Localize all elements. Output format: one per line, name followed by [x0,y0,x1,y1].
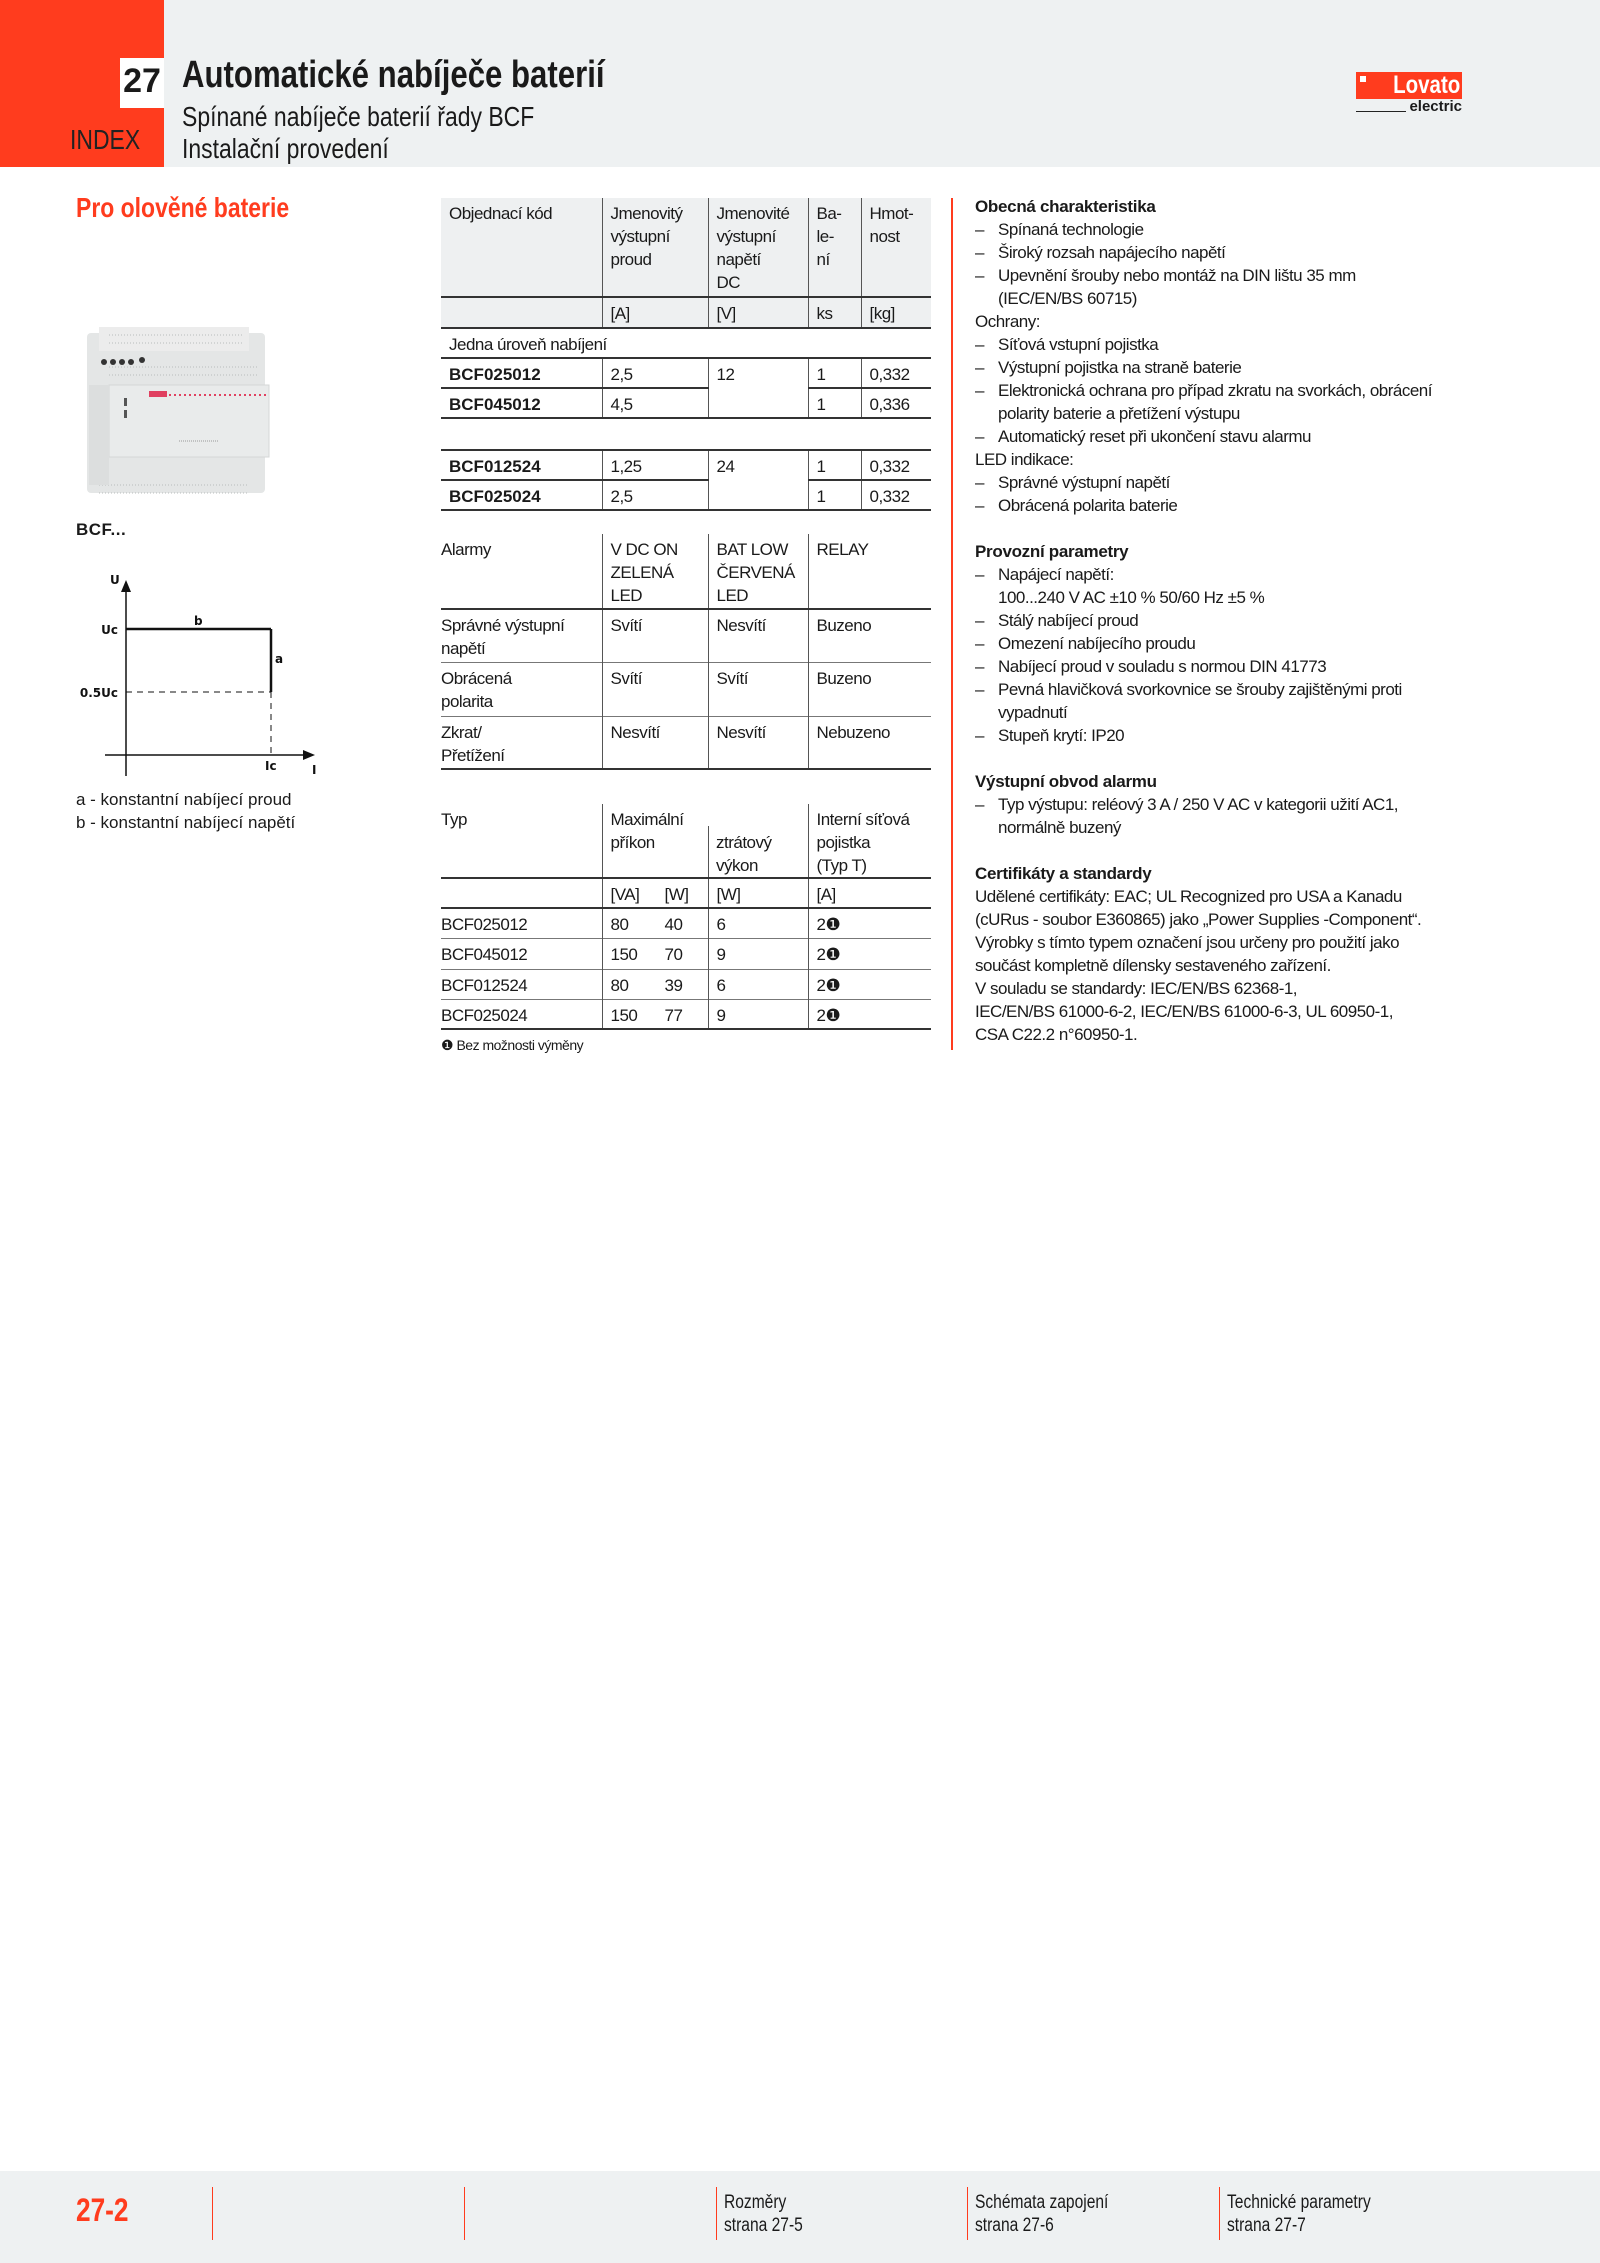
max-w: 77 [664,1005,683,1025]
red-led-state: Svítí [708,662,808,716]
type-table [441,804,931,1030]
spec-bullet: – Stupeň krytí: IP20 [975,724,1495,747]
max-va: 80 [610,915,629,934]
max-va: 150 [610,1005,638,1025]
col-header: Objednací kód [449,204,553,223]
link-label[interactable]: Technické parametry [1227,2192,1371,2213]
table-row [441,716,931,769]
link-page[interactable]: strana 27-5 [724,2215,803,2236]
spec-bullet: – Upevnění šrouby nebo montáž na DIN lištu 35 mm (IEC/EN/BS 60715) [975,264,1495,310]
pack: 1 [808,388,861,418]
table-row [441,938,931,969]
alarm-condition: Zkrat/ Přetížení [441,716,602,769]
ic-label: Ic [265,759,277,773]
footer-divider [464,2187,465,2240]
weight: 0,336 [861,388,931,418]
current: 4,5 [602,388,708,418]
table-row [441,480,931,510]
uc-label: Uc [101,623,118,637]
index-label[interactable]: INDEX [70,124,141,155]
current: 1,25 [602,450,708,480]
max-w: 40 [664,915,683,934]
pack: 1 [808,450,861,480]
weight: 0,332 [861,358,931,388]
table-row [441,908,931,938]
x-axis-label: I [312,763,317,777]
green-led-state: Svítí [602,609,708,662]
spec-text: Ochrany: [975,312,1040,331]
relay-state: Nebuzeno [808,716,931,769]
max-va: 80 [610,975,629,995]
unit: [A] [808,878,931,908]
logo-subtext: electric [1409,98,1462,115]
fuse-a: 2❶ [808,938,931,969]
pack: 1 [808,358,861,388]
alarm-condition: Obrácená polarita [441,662,602,716]
spec-bullet: – Výstupní pojistka na straně baterie [975,356,1495,379]
spec-heading: Provozní parametry [975,542,1129,561]
link-label[interactable]: Rozměry [724,2192,787,2213]
col-header: Ba- le- ní [808,198,861,297]
spec-bullet: – Obrácená polarita baterie [975,494,1495,517]
col-header: BAT LOW ČERVENÁ LED [708,534,808,609]
loss-w: 6 [708,969,808,999]
order-code: BCF025012 [441,358,602,388]
spec-heading: Certifikáty a standardy [975,864,1152,883]
table-units-row [441,878,931,908]
unit: [kg] [861,297,931,328]
footer-link-dimensions[interactable] [724,2191,820,2237]
fuse-a: 2❶ [808,908,931,938]
weight: 0,332 [861,450,931,480]
legend-b: b - konstantní nabíjecí napětí [76,813,296,832]
table-row [441,609,931,662]
spec-bullet: – Správné výstupní napětí [975,471,1495,494]
chapter-number: 27 [123,62,161,100]
fuse-a: 2❶ [808,999,931,1029]
logo-line [1356,111,1406,112]
footer-divider [212,2187,213,2240]
current: 2,5 [602,358,708,388]
group-row [441,328,931,358]
spec-bullet: – Typ výstupu: reléový 3 A / 250 V AC v kategorii užití AC1, normálně buzený [975,793,1495,839]
max-w: 70 [664,944,683,964]
link-page[interactable]: strana 27-6 [975,2215,1054,2236]
spec-bullet: – Spínaná technologie [975,218,1495,241]
section-title: Pro olověné baterie [76,192,290,223]
page-title: Automatické nabíječe baterií [182,54,605,96]
spec-heading: Výstupní obvod alarmu [975,772,1157,791]
table-header-row [441,804,931,878]
spec-bullet: – Elektronická ochrana pro případ zkratu na svorkách, obrácení polarity baterie a přetížení výstupu [975,379,1495,425]
max-va: 150 [610,944,638,964]
col-header: Maximální příkon [602,804,708,878]
order-code: BCF012524 [441,450,602,480]
col-header: Hmot- nost [861,198,931,297]
spec-bullet: – Automatický reset při ukončení stavu alarmu [975,425,1495,448]
page-number: 27-2 [76,2192,129,2228]
charging-diagram [0,0,400,800]
order-table [441,198,931,511]
table-header-row [441,534,931,609]
column-divider [951,198,953,1050]
footer-divider [967,2187,968,2240]
footnote: ❶ Bez možnosti výměny [441,1037,584,1053]
unit: [V] [708,297,808,328]
spec-bullet: – Nabíjecí proud v souladu s normou DIN 41773 [975,655,1495,678]
relay-state: Buzeno [808,609,931,662]
legend-a: a - konstantní nabíjecí proud [76,790,292,809]
unit: [W] [664,885,689,904]
table-row [441,388,931,418]
red-led-state: Nesvítí [708,716,808,769]
table-units-row [441,297,931,328]
footer-divider [1219,2187,1220,2240]
col-header: RELAY [808,534,931,609]
col-header: Alarmy [441,540,491,559]
voltage: 12 [708,358,808,418]
loss-w: 9 [708,938,808,969]
loss-w: 9 [708,999,808,1029]
current: 2,5 [602,480,708,510]
page-subtitle: Spínané nabíječe baterií řady BCF [182,101,535,132]
product-label: BCF... [76,520,127,539]
unit: [A] [602,297,708,328]
spec-heading: Obecná charakteristika [975,197,1156,216]
col-header: V DC ON ZELENÁ LED [602,534,708,609]
col-header: Jmenovité výstupní napětí DC [708,198,808,297]
red-led-state: Nesvítí [708,609,808,662]
link-label[interactable]: Schémata zapojení [975,2192,1109,2213]
pack: 1 [808,480,861,510]
col-header: Interní síťová pojistka (Typ T) [808,804,931,878]
green-led-state: Svítí [602,662,708,716]
spec-bullet: – Síťová vstupní pojistka [975,333,1495,356]
lovato-logo [1356,72,1462,99]
footer-link-wiring[interactable] [975,2191,1138,2237]
y-axis-label: U [110,573,120,587]
unit: [VA] [610,885,640,904]
y-axis-arrow [121,580,131,592]
col-header: Typ [441,810,467,829]
spec-text: LED indikace: [975,450,1074,469]
table-row [441,662,931,716]
half-uc-label: 0.5Uc [79,686,118,700]
order-code: BCF025024 [441,480,602,510]
type-code: BCF025012 [441,908,602,938]
voltage: 24 [708,450,808,510]
spec-bullet: – Omezení nabíjecího proudu [975,632,1495,655]
unit [441,878,602,908]
x-axis-arrow [303,750,315,760]
loss-w: 6 [708,908,808,938]
table-row [441,999,931,1029]
group-label: Jedna úroveň nabíjení [441,328,931,358]
relay-state: Buzeno [808,662,931,716]
spec-bullet: – Široký rozsah napájecího napětí [975,241,1495,264]
table-row [441,358,931,388]
b-label: b [194,614,203,628]
unit [441,297,602,328]
green-led-state: Nesvítí [602,716,708,769]
link-page[interactable]: strana 27-7 [1227,2215,1306,2236]
table-row [441,969,931,999]
alarm-table [441,534,931,770]
col-header: ztrátový výkon [708,804,808,878]
unit: [W] [708,878,808,908]
col-header: Jmenovitý výstupní proud [602,198,708,297]
page-subtitle-2: Instalační provedení [182,133,389,164]
spec-text: Udělené certifikáty: EAC; UL Recognized pro USA a Kanadu (cURus - soubor E360865) jako „Power Supplies -Component“. Výrobky s tímto typem označení jsou určeny pro použití jako součást kompletně dílensky sestaveného zařízení. V souladu se standardy: IEC/EN/BS 62368-1, IEC/EN/BS 61000-6-2, IEC/EN/BS 61000-6-3, UL 60950-1, CSA C22.2 n°60950-1. [975,887,1422,1044]
table-row [441,450,931,480]
specifications [975,195,1495,1046]
table-header-row [441,198,931,297]
max-w: 39 [664,975,683,995]
spec-bullet: – Pevná hlavičková svorkovnice se šrouby zajištěnými proti vypadnutí [975,678,1495,724]
type-code: BCF025024 [441,999,602,1029]
footer-link-technical[interactable] [1227,2191,1402,2237]
fuse-a: 2❶ [808,969,931,999]
logo-text: Lovato [1393,71,1461,99]
a-label: a [275,652,284,666]
spec-bullet: – Stálý nabíjecí proud [975,609,1495,632]
type-code: BCF012524 [441,969,602,999]
weight: 0,332 [861,480,931,510]
unit: ks [808,297,861,328]
order-code: BCF045012 [441,388,602,418]
footer-divider [716,2187,717,2240]
alarm-condition: Správné výstupní napětí [441,609,602,662]
type-code: BCF045012 [441,938,602,969]
spec-bullet: – Napájecí napětí: 100...240 V AC ±10 % 50/60 Hz ±5 % [975,563,1495,609]
